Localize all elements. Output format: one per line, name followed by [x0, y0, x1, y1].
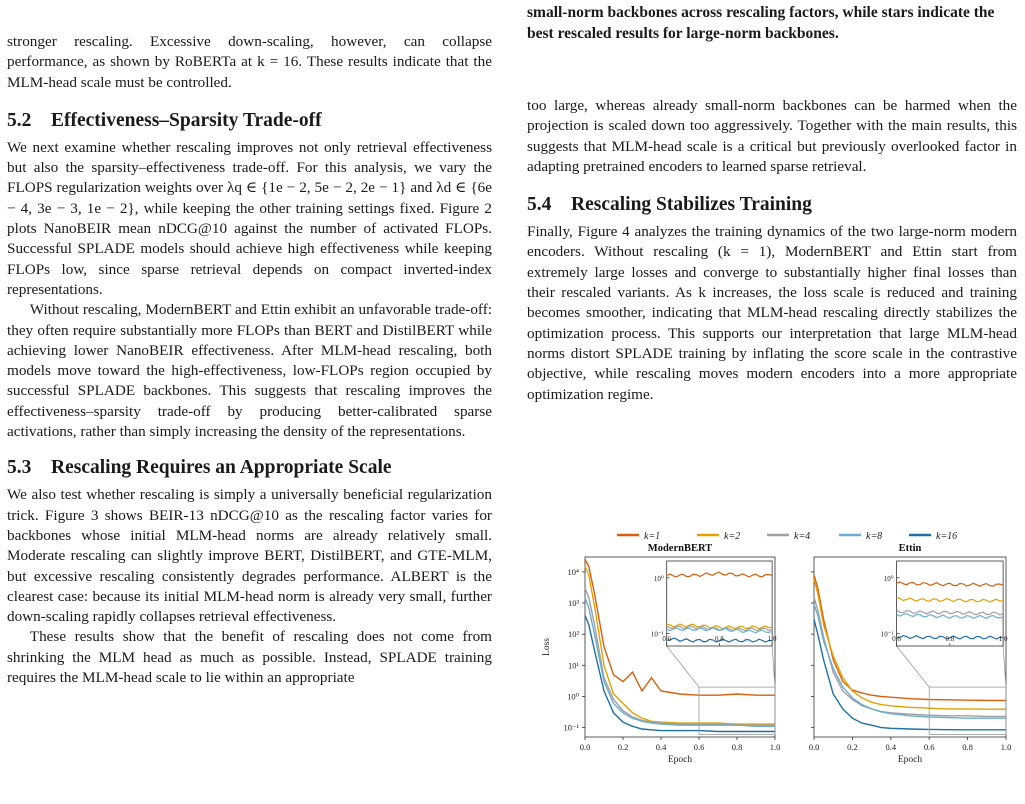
y-tick-label: 10³ — [567, 598, 579, 609]
x-axis-label: Epoch — [667, 755, 693, 765]
legend-label: k=2 — [724, 531, 741, 542]
zoom-connector — [1003, 646, 1006, 687]
x-tick-label: 0.6 — [693, 742, 705, 752]
section-title: Effectiveness–Sparsity Trade-off — [51, 109, 322, 131]
inset-x-tick-label: 0.8 — [715, 635, 724, 643]
legend-label: k=4 — [794, 531, 811, 542]
x-tick-label: 0.0 — [579, 742, 591, 752]
right-column — [527, 0, 1017, 405]
legend-label: k=8 — [866, 531, 883, 542]
panel-modernbert — [542, 543, 780, 765]
legend-label: k=16 — [936, 531, 958, 542]
y-tick-label: 10⁰ — [567, 691, 579, 702]
x-tick-label: 1.0 — [1000, 742, 1012, 752]
inset-y-tick-label: 10⁰ — [883, 574, 894, 583]
section-title: Rescaling Stabilizes Training — [571, 194, 812, 216]
x-tick-label: 0.8 — [962, 742, 973, 752]
section-heading-5-3 — [7, 456, 492, 480]
inset-frame — [897, 561, 1004, 646]
section-number: 5.4 — [527, 194, 552, 216]
y-axis-label: Loss — [542, 638, 552, 656]
x-tick-label: 0.8 — [731, 742, 743, 752]
x-tick-label: 0.2 — [847, 742, 858, 752]
y-tick-label: 10¹ — [567, 660, 579, 671]
section-number: 5.3 — [7, 457, 32, 479]
chart-panels — [542, 543, 1011, 765]
inset-x-tick-label: 1.0 — [767, 635, 777, 643]
zoom-region — [929, 687, 1006, 734]
y-tick-label: 10⁻¹ — [563, 722, 579, 733]
x-tick-label: 1.0 — [769, 742, 781, 752]
paragraph-5-4: Finally, Figure 4 analyzes the training dynamics of the two large-norm modern encoders. Without rescaling (k = 1), ModernBERT and Ettin start from extremely large losses and converge to substantially higher final losses than their rescaled variants. As k increases, the loss scale is reduced and training becomes smoother, indicating that MLM-head rescaling directly stabilizes the optimization process. This supports our interpretation that large MLM-head norms distort SPLADE training by inflating the score scale in the contrastive objective, while rescaling moves modern encoders into a more appropriate optimization regime. — [527, 223, 1017, 403]
paragraph-intro: stronger rescaling. Excessive down-scaling, however, can collapse performance, as shown by RoBERTa at k = 16. These results indicate that the MLM-head scale must be controlled. — [7, 33, 492, 91]
inset-x-tick-label: 0.6 — [892, 635, 901, 643]
paragraph-continued: too large, whereas already small-norm backbones can be harmed when the projection is scaled down too aggressively. Together with the main results, this suggests that MLM-head scale is a critical but previously overlooked factor in adapting pretrained encoders to learned sparse retrieval. — [527, 97, 1017, 175]
figure-caption-tail: small-norm backbones across rescaling factors, while stars indicate the best rescaled results for large-norm backbones. — [527, 4, 995, 42]
paragraph-5-2-b: Without rescaling, ModernBERT and Ettin exhibit an unfavorable trade-off: they often require substantially more FLOPs than BERT and DistilBERT while achieving lower NanoBEIR effectiveness. After MLM-head rescaling, both models move toward the high-effectiveness, low-FLOPs region occupied by successful SPLADE backbones. This suggests that rescaling improves the effectiveness–sparsity trade-off by producing better-calibrated sparse activations, rather than simply increasing the density of the representations. — [7, 301, 492, 441]
inset-y-tick-label: 10⁻¹ — [650, 630, 664, 639]
x-tick-label: 0.0 — [808, 742, 820, 752]
panel-title: Ettin — [898, 543, 922, 554]
left-column — [7, 0, 492, 688]
section-heading-5-2 — [7, 109, 492, 133]
loss-figure — [527, 522, 1017, 782]
paragraph-5-2-a: We next examine whether rescaling improves not only retrieval effectiveness but also the sparsity–effectiveness trade-off. For this analysis, we vary the FLOPS regularization weights over λq ∈ {1e − 2, 5e − 2, 2e − 1} and λd ∈ {6e − 4, 3e − 3, 1e − 2}, while keeping the other training settings fixed. Figure 2 plots NanoBEIR mean nDCG@10 against the number of activated FLOPs. Successful SPLADE models should achieve high effectiveness while keeping FLOPs low, since sparse retrieval depends on compact inverted-index representations. — [7, 138, 492, 298]
loss-chart-svg — [527, 522, 1017, 782]
inset-y-tick-label: 10⁻¹ — [880, 630, 894, 639]
x-tick-label: 0.4 — [885, 742, 897, 752]
inset-x-tick-label: 1.0 — [998, 635, 1008, 643]
panel-ettin — [809, 543, 1012, 765]
x-tick-label: 0.4 — [655, 742, 667, 752]
y-tick-label: 10² — [567, 629, 579, 640]
zoom-connector — [667, 646, 699, 687]
inset-x-tick-label: 0.8 — [945, 635, 955, 643]
inset-frame — [667, 561, 772, 646]
inset-y-tick-label: 10⁰ — [653, 574, 664, 583]
section-number: 5.2 — [7, 109, 32, 131]
zoom-connector — [897, 646, 930, 687]
panel-title: ModernBERT — [647, 543, 713, 554]
paragraph-5-3-b: These results show that the benefit of rescaling does not come from shrinking the MLM head as much as possible. Instead, SPLADE training requires the MLM-head scale to lie within an appropriate — [7, 628, 492, 687]
paragraph-5-3-a: We also test whether rescaling is simply a universally beneficial regularization trick. Figure 3 shows BEIR-13 nDCG@10 as the rescaling factor varies for backbones whose initial MLM-head norms are already relatively small. Moderate rescaling can slightly improve BERT, DistilBERT, and GTE-MLM, but excessive rescaling consistently degrades performance. ALBERT is the clearest case: because its initial MLM-head norm is already very small, further down-scaling rapidly collapses retrieval effectiveness. — [7, 486, 492, 626]
chart-legend — [617, 531, 957, 542]
y-tick-label: 10⁴ — [567, 566, 579, 577]
x-tick-label: 0.6 — [923, 742, 935, 752]
section-heading-5-4 — [527, 193, 1017, 217]
legend-label: k=1 — [644, 531, 661, 542]
section-title: Rescaling Requires an Appropriate Scale — [51, 457, 392, 479]
inset-x-tick-label: 0.6 — [662, 635, 672, 643]
zoom-connector — [772, 646, 775, 687]
x-tick-label: 0.2 — [617, 742, 629, 752]
x-axis-label: Epoch — [897, 755, 923, 765]
